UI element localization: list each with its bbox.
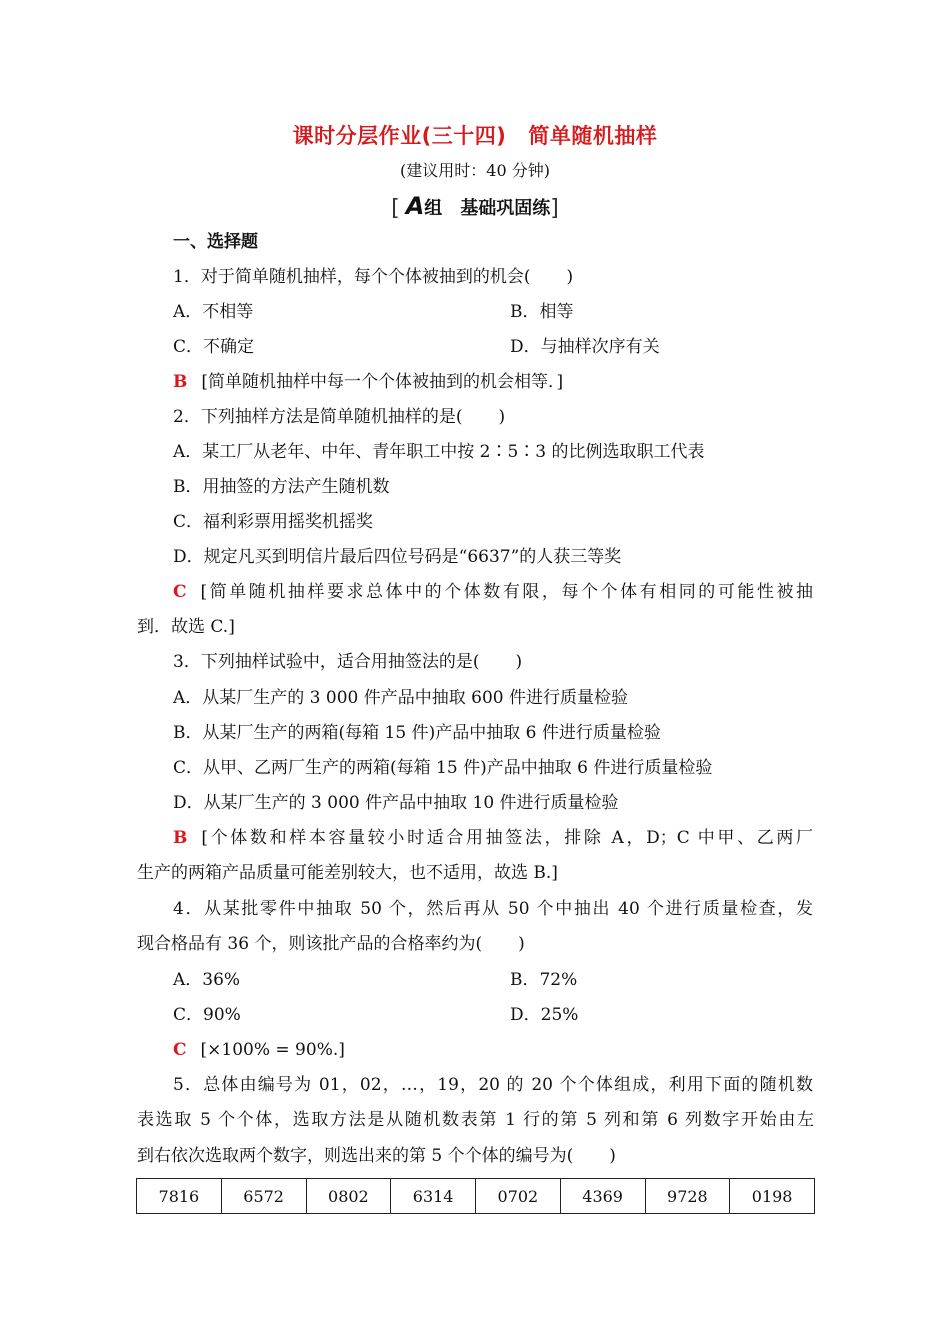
q5-stem-2: 表选取 5 个个体，选取方法是从随机数表第 1 行的第 5 列和第 6 列数字开始由左 [137,1110,814,1130]
group-heading [0,192,950,221]
q1-close: ) [566,267,574,287]
q3-close: ) [515,652,523,672]
q2-stem [173,405,505,429]
q1-stem-text: 1．对于简单随机抽样，每个个体被抽到的机会( [173,267,531,287]
q2-option-c: C．福利彩票用摇奖机摇奖 [173,512,374,532]
q4-option-d: D．25% [510,1005,579,1025]
q2-option-a: A．某工厂从老年、中年、青年职工中按 2∶5∶3 的比例选取职工代表 [173,442,705,462]
q1-option-d: D．与抽样次序有关 [510,337,660,357]
q4-explanation: [×100% = 90%.] [200,1040,345,1060]
table-cell: 6314 [391,1179,476,1214]
q3-option-d: D．从某厂生产的 3 000 件产品中抽取 10 件进行质量检验 [173,793,619,813]
title-main: 课时分层作业(三十四) [292,124,507,148]
section-heading: 一、选择题 [173,232,258,252]
q3-answer [173,826,813,850]
q1-stem [173,265,573,289]
table-cell: 4369 [560,1179,645,1214]
q4-stem-text: 现合格品有 36 个，则该批产品的合格率约为( [137,934,483,954]
q1-option-c: C．不确定 [173,337,255,357]
q2-answer-letter: C [173,582,187,602]
table-cell: 7816 [137,1179,222,1214]
q5-stem-text: 到右依次选取两个数字，则选出来的第 5 个个体的编号为( [137,1146,574,1166]
q2-answer [173,580,813,604]
table-cell: 9728 [645,1179,730,1214]
q2-option-b: B．用抽签的方法产生随机数 [173,477,390,497]
q1-option-a: A．不相等 [173,302,254,322]
q3-stem-text: 3．下列抽样试验中，适合用抽签法的是( [173,652,480,672]
q5-stem-1: 5．总体由编号为 01，02，…，19，20 的 20 个个体组成，利用下面的随机数 [173,1075,813,1095]
q3-answer-letter: B [173,828,188,848]
q4-stem-2 [137,932,525,956]
bracket-right: ] [550,196,559,221]
q4-option-c: C．90% [173,1005,241,1025]
q5-close: ) [609,1146,616,1166]
group-name: 基础巩固练 [460,198,551,219]
suggested-time: (建议用时：40 分钟) [400,161,550,180]
title-topic: 简单随机抽样 [528,124,658,148]
q4-close: ) [518,934,525,954]
page-title [0,120,950,150]
q1-answer-letter: B [173,372,188,392]
q4-answer [173,1038,345,1062]
q3-option-c: C．从甲、乙两厂生产的两箱(每箱 15 件)产品中抽取 6 件进行质量检验 [173,758,713,778]
q3-explanation-2: 生产的两箱产品质量可能差别较大，也不适用，故选 B.] [137,863,558,883]
q4-stem-1: 4．从某批零件中抽取 50 个，然后再从 50 个中抽出 40 个进行质量检查，发 [173,899,813,919]
q4-option-b: B．72% [510,970,578,990]
group-letter: A [405,192,425,220]
table-cell: 0802 [306,1179,391,1214]
q2-explanation-2: 到．故选 C.] [137,617,235,637]
q5-stem-3 [137,1144,616,1168]
q3-option-a: A．从某厂生产的 3 000 件产品中抽取 600 件进行质量检验 [173,688,629,708]
q1-explanation: [简单随机抽样中每一个个体被抽到的机会相等．] [201,372,564,392]
random-number-table [136,1178,815,1214]
q2-explanation-1: [简单随机抽样要求总体中的个体数有限，每个个体有相同的可能性被抽 [200,582,813,602]
q3-stem [173,650,522,674]
table-row [137,1179,815,1214]
q1-option-b: B．相等 [510,302,574,322]
q2-close: ) [498,407,506,427]
q3-option-b: B．从某厂生产的两箱(每箱 15 件)产品中抽取 6 件进行质量检验 [173,723,661,743]
group-label: 组 [424,198,443,219]
q3-explanation-1: [个体数和样本容量较小时适合用抽签法，排除 A，D；C 中甲、乙两厂 [201,828,813,848]
q4-option-a: A．36% [173,970,241,990]
table-cell: 0198 [730,1179,815,1214]
q4-answer-letter: C [173,1040,187,1060]
q2-option-d: D．规定凡买到明信片最后四位号码是“6637”的人获三等奖 [173,547,622,567]
q1-answer [173,370,563,394]
table-cell: 0702 [476,1179,561,1214]
q2-stem-text: 2．下列抽样方法是简单随机抽样的是( [173,407,463,427]
bracket-left: [ [391,196,400,221]
table-cell: 6572 [221,1179,306,1214]
